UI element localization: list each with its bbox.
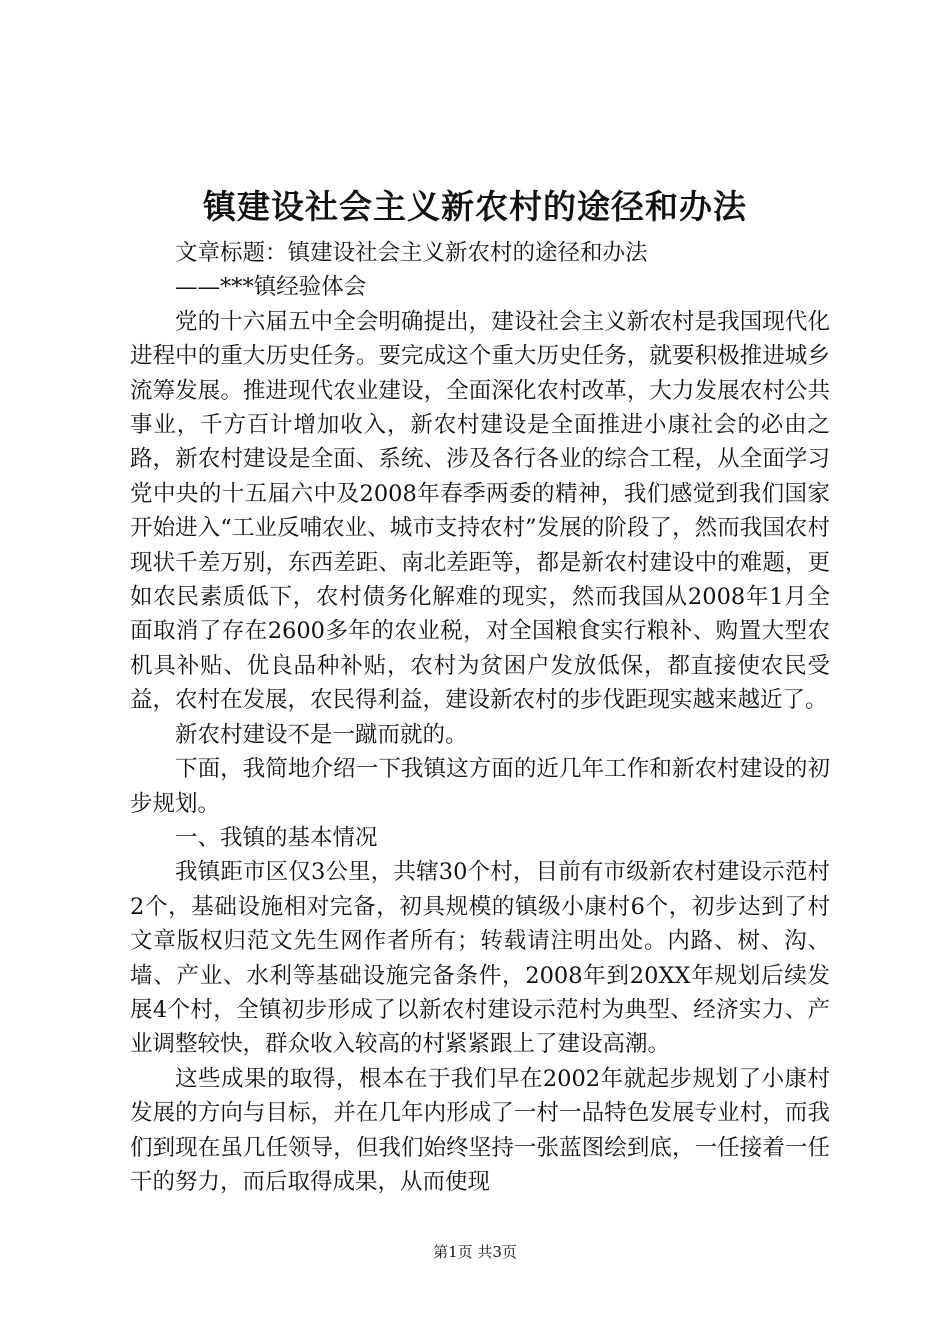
body-paragraph: 下面，我简地介绍一下我镇这方面的近几年工作和新农村建设的初步规划。 — [130, 756, 830, 817]
document-body — [130, 236, 830, 1199]
section-heading: 一、我镇的基本情况 — [175, 824, 378, 851]
document-title: 镇建设社会主义新农村的途径和办法 — [203, 187, 747, 226]
page-footer: 第1页 共3页 — [433, 1243, 517, 1261]
article-subtitle-line: ——***镇经验体会 — [175, 274, 367, 301]
body-paragraph: 这些成果的取得，根本在于我们早在2002年就起步规划了小康村发展的方向与目标，并在几年内形成了一村一品特色发展专业村，而我们到现在虽几任领导，但我们始终坚持一张蓝图绘到底，一任接着一任干的努力，而后取得成果，从而使现 — [130, 1065, 830, 1195]
body-paragraph: 党的十六届五中全会明确提出，建设社会主义新农村是我国现代化进程中的重大历史任务。要完成这个重大历史任务，就要积极推进城乡流筹发展。推进现代农业建设，全面深化农村改革，大力发展农村公共事业，千方百计增加收入，新农村建设是全面推进小康社会的必由之路，新农村建设是全面、系统、涉及各行各业的综合工程，从全面学习党中央的十五届六中及2008年春季两委的精神，我们感觉到我们国家开始进入“工业反哺农业、城市支持农村”发展的阶段了，然而我国农村现状千差万别，东西差距、南北差距等，都是新农村建设中的难题，更如农民素质低下，农村债务化解难的现实，然而我国从2008年1月全面取消了存在2600多年的农业税，对全国粮食实行粮补、购置大型农机具补贴、优良品种补贴，农村为贫困户发放低保，都直接使农民受益，农村在发展，农民得利益，建设新农村的步伐距现实越来越近了。 — [130, 308, 830, 714]
body-paragraph: 新农村建设不是一蹴而就的。 — [175, 721, 468, 748]
article-title-line: 文章标题：镇建设社会主义新农村的途径和办法 — [175, 240, 648, 266]
body-paragraph: 我镇距市区仅3公里，共辖30个村，目前有市级新农村建设示范村2个，基础设施相对完备，初具规模的镇级小康村6个，初步达到了村文章版权归范文先生网作者所有；转载请注明出处。内路、树、沟、墙、产业、水利等基础设施完备条件，2008年到20XX年规划后续发展4个村，全镇初步形成了以新农村建设示范村为典型、经济实力、产业调整较快，群众收入较高的村紧紧跟上了建设高潮。 — [130, 859, 830, 1058]
